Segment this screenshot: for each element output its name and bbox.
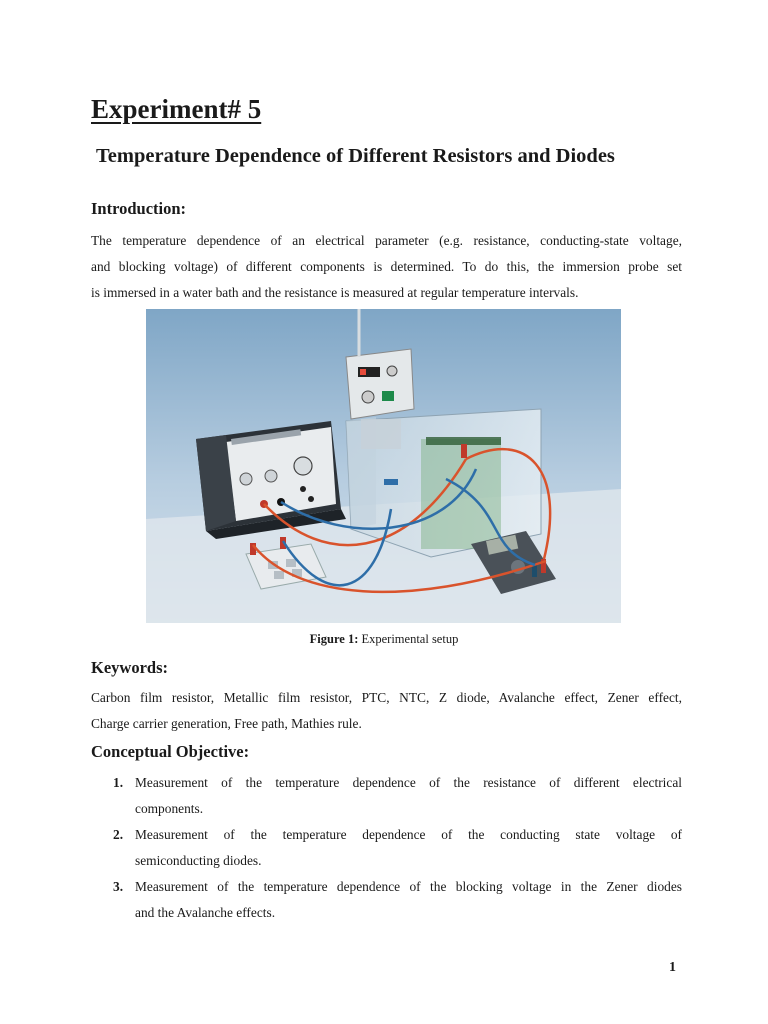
objectives-list [91,770,682,926]
figure-caption [0,632,768,647]
conceptual-objective-heading: Conceptual Objective: [91,742,250,761]
main-title: Temperature Dependence of Different Resistors and Diodes [96,145,615,167]
objective-number: 2. [113,827,124,842]
experimental-setup-photo [146,309,621,623]
objective-item [91,770,682,822]
keywords-line: Carbon film resistor, Metallic film resistor, PTC, NTC, Z diode, Avalanche effect, Zener effect, [91,690,682,705]
objective-item [91,822,682,874]
figure-caption-text: Experimental setup [358,632,459,646]
objective-number: 3. [113,879,124,894]
objective-text: Measurement of the temperature dependence of the resistance of different electrical [135,775,682,790]
objective-text: Measurement of the temperature dependence of the blocking voltage in the Zener diodes [135,879,682,894]
page-number: 1 [669,960,676,975]
experiment-title: Experiment# 5 [91,94,262,124]
objective-item [91,874,682,926]
objective-text-continued: and the Avalanche effects. [135,905,276,920]
figure-caption-label: Figure 1: [309,632,359,646]
objective-text-continued: components. [135,801,204,816]
keywords-heading: Keywords: [91,658,168,677]
objective-text-continued: semiconducting diodes. [135,853,262,868]
introduction-line: is immersed in a water bath and the resistance is measured at regular temperature intervals. [91,285,579,300]
introduction-line: and blocking voltage) of different components is determined. To do this, the immersion probe set [91,259,682,274]
objective-number: 1. [113,775,124,790]
keywords-paragraph [91,685,682,737]
introduction-heading: Introduction: [91,199,187,218]
introduction-paragraph [91,228,682,306]
keywords-line: Charge carrier generation, Free path, Mathies rule. [91,716,362,731]
introduction-line: The temperature dependence of an electrical parameter (e.g. resistance, conducting-state voltage, [91,233,682,248]
objective-text: Measurement of the temperature dependence of the conducting state voltage of [135,827,682,842]
